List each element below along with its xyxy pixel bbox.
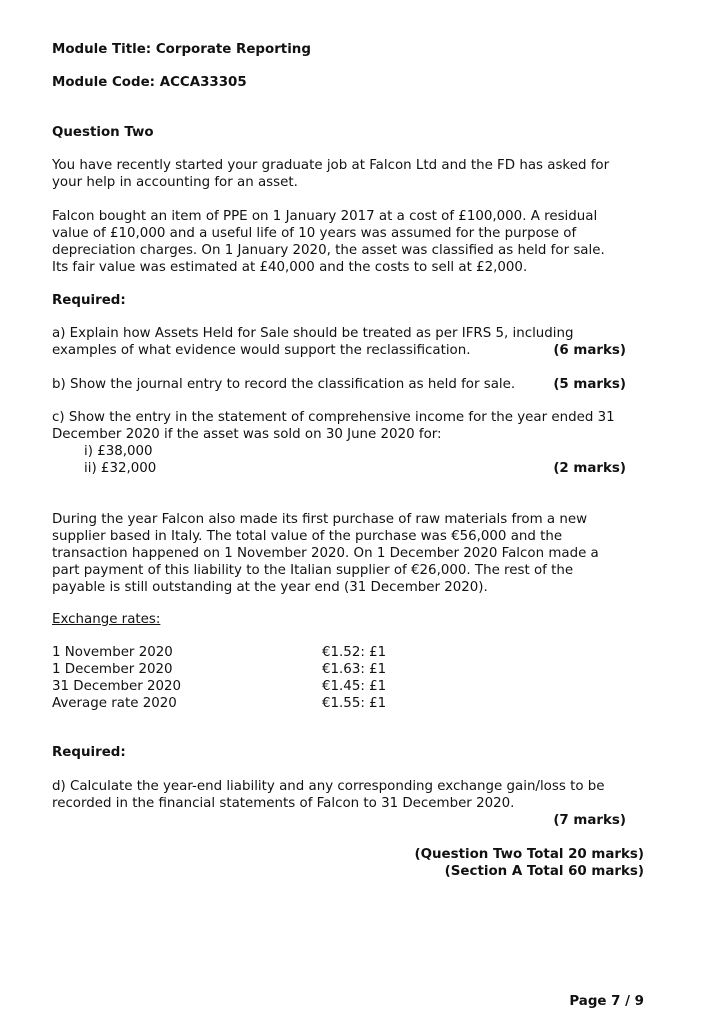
rate-value: €1.63: £1 — [322, 662, 387, 677]
module-code-value: ACCA33305 — [159, 75, 247, 90]
fx-line: payable is still outstanding at the year end (31 December 2020). — [52, 580, 488, 595]
rate-date: 1 November 2020 — [52, 645, 173, 660]
module-title — [52, 41, 311, 58]
module-title-label: Module Title: — [52, 42, 152, 57]
fx-line: During the year Falcon also made its first purchase of raw materials from a new — [52, 512, 588, 527]
rate-date: 1 December 2020 — [52, 662, 173, 677]
fx-line: part payment of this liability to the Italian supplier of €26,000. The rest of the — [52, 563, 574, 578]
rate-row — [52, 644, 452, 661]
part-b-line: b) Show the journal entry to record the classification as held for sale. — [52, 377, 516, 392]
part-c — [52, 409, 615, 443]
part-c-line: c) Show the entry in the statement of comprehensive income for the year ended 31 — [52, 410, 615, 425]
part-b-marks: (5 marks) — [553, 377, 626, 392]
scenario-line: depreciation charges. On 1 January 2020, the asset was classified as held for sale. — [52, 243, 605, 258]
rate-row — [52, 678, 452, 695]
rate-row — [52, 661, 452, 678]
rate-value: €1.45: £1 — [322, 679, 387, 694]
page-number: Page 7 / 9 — [569, 994, 644, 1009]
scenario-line: Its fair value was estimated at £40,000 and the costs to sell at £2,000. — [52, 260, 528, 275]
module-title-value: Corporate Reporting — [155, 42, 311, 57]
question-title: Question Two — [52, 125, 154, 140]
part-c-options — [84, 443, 156, 477]
rate-row — [52, 695, 452, 712]
intro-line: your help in accounting for an asset. — [52, 175, 298, 190]
rate-value: €1.52: £1 — [322, 645, 387, 660]
intro-paragraph — [52, 157, 609, 191]
section-total: (Section A Total 60 marks) — [444, 864, 644, 879]
part-a-line: a) Explain how Assets Held for Sale should be treated as per IFRS 5, including — [52, 326, 574, 341]
scenario-line: Falcon bought an item of PPE on 1 January 2017 at a cost of £100,000. A residual — [52, 209, 598, 224]
fx-scenario-paragraph — [52, 511, 599, 596]
exchange-rates-heading: Exchange rates: — [52, 612, 161, 627]
rate-date: 31 December 2020 — [52, 679, 182, 694]
part-a-marks: (6 marks) — [553, 343, 626, 358]
part-c-marks: (2 marks) — [553, 461, 626, 476]
part-a-line: examples of what evidence would support the reclassification. — [52, 343, 471, 358]
scenario-line: value of £10,000 and a useful life of 10 years was assumed for the purpose of — [52, 226, 577, 241]
module-code-label: Module Code: — [52, 75, 156, 90]
part-d-marks: (7 marks) — [553, 813, 626, 828]
required-heading: Required: — [52, 293, 126, 308]
scenario-paragraph — [52, 208, 605, 276]
part-a — [52, 325, 626, 359]
fx-line: supplier based in Italy. The total value of the purchase was €56,000 and the — [52, 529, 563, 544]
required-heading-2: Required: — [52, 745, 126, 760]
part-c-line: December 2020 if the asset was sold on 30 June 2020 for: — [52, 427, 442, 442]
part-b — [52, 376, 515, 393]
intro-line: You have recently started your graduate job at Falcon Ltd and the FD has asked for — [52, 158, 610, 173]
fx-line: transaction happened on 1 November 2020. On 1 December 2020 Falcon made a — [52, 546, 599, 561]
part-d-line: recorded in the financial statements of Falcon to 31 December 2020. — [52, 796, 515, 811]
rate-date: Average rate 2020 — [52, 696, 177, 711]
exchange-rates-table — [52, 644, 452, 712]
module-code — [52, 74, 247, 91]
question-total: (Question Two Total 20 marks) — [414, 847, 644, 862]
part-c-option: ii) £32,000 — [84, 461, 157, 476]
part-d — [52, 778, 605, 812]
part-c-option: i) £38,000 — [84, 444, 153, 459]
part-d-line: d) Calculate the year-end liability and any corresponding exchange gain/loss to be — [52, 779, 605, 794]
totals — [415, 846, 645, 880]
rate-value: €1.55: £1 — [322, 696, 387, 711]
